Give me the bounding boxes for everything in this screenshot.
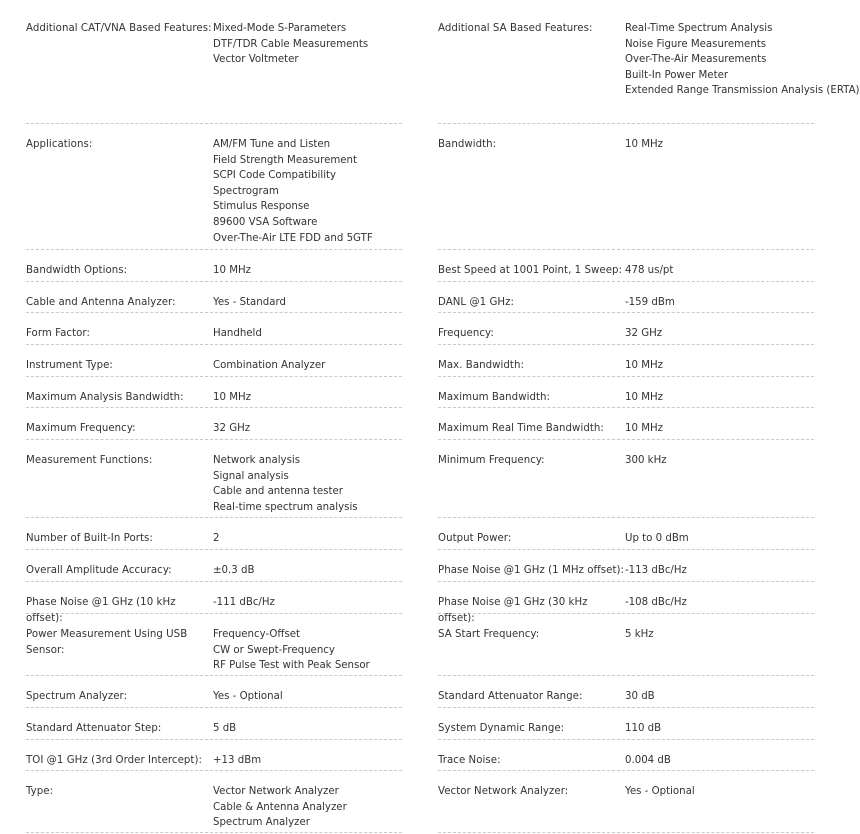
spec-value: Vector Voltmeter xyxy=(213,54,299,66)
spec-cell-right xyxy=(438,408,814,440)
spec-values xyxy=(213,390,402,403)
spec-label: Vector Network Analyzer: xyxy=(438,786,569,797)
spec-value: Extended Range Transmission Analysis (ERTA) xyxy=(625,85,860,97)
spec-values xyxy=(625,721,814,734)
spec-label: Overall Amplitude Accuracy: xyxy=(26,565,172,576)
spec-values xyxy=(213,689,402,702)
spec-value: 10 MHz xyxy=(213,265,251,276)
spec-cell-left xyxy=(26,614,402,676)
spec-label: Bandwidth: xyxy=(438,139,497,150)
spec-label: Measurement Functions: xyxy=(26,455,153,466)
spec-cell-right xyxy=(438,582,814,624)
spec-label: Maximum Real Time Bandwidth: xyxy=(438,423,604,434)
spec-value: Cable & Antenna Analyzer xyxy=(213,801,347,813)
spec-cell-right xyxy=(438,614,814,676)
spec-cell-left xyxy=(26,408,402,440)
spec-label: Maximum Bandwidth: xyxy=(438,392,551,403)
spec-values xyxy=(213,137,402,244)
spec-label: Phase Noise @1 GHz (30 kHz offset): xyxy=(438,597,588,624)
spec-values xyxy=(625,390,814,403)
spec-cell-right xyxy=(438,282,814,313)
spec-label: Additional SA Based Features: xyxy=(438,23,593,34)
spec-value: 10 MHz xyxy=(625,392,663,403)
spec-value: Yes - Optional xyxy=(213,691,283,702)
spec-value: Yes - Optional xyxy=(625,786,695,797)
spec-label: Number of Built-In Ports: xyxy=(26,533,153,544)
spec-cell-right xyxy=(438,313,814,345)
spec-label: Spectrum Analyzer: xyxy=(26,691,128,702)
spec-cell-left xyxy=(26,250,402,282)
spec-value: Signal analysis xyxy=(213,470,289,482)
spec-values xyxy=(213,295,402,308)
spec-value: Frequency-Offset xyxy=(213,629,301,640)
spec-values xyxy=(213,358,402,371)
spec-value: Real-time spectrum analysis xyxy=(213,501,358,513)
spec-label: SA Start Frequency: xyxy=(438,629,540,640)
spec-label: Maximum Analysis Bandwidth: xyxy=(26,392,184,403)
spec-cell-right xyxy=(438,676,814,708)
spec-cell-right xyxy=(438,708,814,740)
spec-values xyxy=(213,453,402,513)
spec-values xyxy=(213,627,402,672)
spec-label: Form Factor: xyxy=(26,328,90,339)
spec-value: -159 dBm xyxy=(625,297,675,308)
spec-label: Maximum Frequency: xyxy=(26,423,136,434)
spec-value: Yes - Standard xyxy=(213,297,286,308)
spec-label: Minimum Frequency: xyxy=(438,455,545,466)
spec-value: 300 kHz xyxy=(625,455,667,466)
spec-label: Output Power: xyxy=(438,533,512,544)
spec-value: Combination Analyzer xyxy=(213,360,326,371)
spec-values xyxy=(213,421,402,434)
spec-values xyxy=(213,263,402,276)
spec-values xyxy=(625,627,814,666)
spec-values xyxy=(625,421,814,434)
spec-cell-left xyxy=(26,582,402,624)
spec-value: -108 dBc/Hz xyxy=(625,597,687,608)
spec-label: Trace Noise: xyxy=(438,755,501,766)
spec-values xyxy=(625,137,814,240)
spec-value: Field Strength Measurement xyxy=(213,154,357,166)
spec-value: 10 MHz xyxy=(625,423,663,434)
spec-value: Cable and antenna tester xyxy=(213,486,343,498)
spec-values xyxy=(625,563,814,576)
spec-value: Spectrum Analyzer xyxy=(213,817,310,829)
spec-values xyxy=(213,721,402,734)
spec-label: Standard Attenuator Step: xyxy=(26,723,162,734)
spec-values xyxy=(213,326,402,339)
spec-value: AM/FM Tune and Listen xyxy=(213,139,331,150)
spec-value: Over-The-Air Measurements xyxy=(625,54,767,66)
spec-values xyxy=(625,295,814,308)
spec-label: Best Speed at 1001 Point, 1 Sweep: xyxy=(438,265,623,276)
spec-cell-right xyxy=(438,740,814,771)
spec-value: Stimulus Response xyxy=(213,201,310,213)
spec-value: Network analysis xyxy=(213,455,301,466)
spec-value: 2 xyxy=(213,533,220,544)
spec-value: Noise Figure Measurements xyxy=(625,38,767,50)
spec-values xyxy=(625,326,814,339)
spec-value: DTF/TDR Cable Measurements xyxy=(213,38,369,50)
spec-label: DANL @1 GHz: xyxy=(438,297,515,308)
spec-values xyxy=(213,784,402,829)
spec-label: Instrument Type: xyxy=(26,360,113,371)
spec-values xyxy=(625,358,814,371)
spec-values xyxy=(213,595,402,608)
spec-values xyxy=(213,531,402,544)
spec-value: CW or Swept-Frequency xyxy=(213,644,335,656)
spec-value: 0.004 dB xyxy=(625,755,671,766)
spec-value: 89600 VSA Software xyxy=(213,216,318,228)
spec-value: 30 dB xyxy=(625,691,655,702)
spec-cell-right xyxy=(438,124,814,250)
spec-cell-left xyxy=(26,124,402,250)
spec-cell-left xyxy=(26,771,402,833)
spec-value: 110 dB xyxy=(625,723,662,734)
spec-value: -111 dBc/Hz xyxy=(213,597,275,608)
spec-values xyxy=(625,21,860,114)
spec-cell-right xyxy=(438,377,814,408)
spec-cell-left xyxy=(26,518,402,550)
spec-values xyxy=(625,531,814,544)
spec-values xyxy=(625,263,814,276)
spec-label: Frequency: xyxy=(438,328,494,339)
spec-label: Phase Noise @1 GHz (1 MHz offset): xyxy=(438,565,625,576)
spec-value: 10 MHz xyxy=(625,139,663,150)
spec-value: 478 us/pt xyxy=(625,265,674,276)
spec-label: Additional CAT/VNA Based Features: xyxy=(26,23,212,34)
spec-cell-left xyxy=(26,313,402,345)
spec-label: Cable and Antenna Analyzer: xyxy=(26,297,176,308)
spec-value: Spectrogram xyxy=(213,185,279,197)
spec-value: Up to 0 dBm xyxy=(625,533,689,544)
spec-cell-left xyxy=(26,345,402,377)
spec-value: 32 GHz xyxy=(625,328,663,339)
spec-label: Phase Noise @1 GHz (10 kHz offset): xyxy=(26,597,176,624)
spec-values xyxy=(625,453,814,508)
spec-label: Power Measurement Using USB Sensor: xyxy=(26,629,188,656)
spec-value: 5 dB xyxy=(213,723,237,734)
spec-label: Applications: xyxy=(26,139,93,150)
spec-cell-left xyxy=(26,8,402,124)
spec-values xyxy=(625,595,814,608)
spec-value: ±0.3 dB xyxy=(213,565,255,576)
spec-cell-left xyxy=(26,676,402,708)
spec-label: Bandwidth Options: xyxy=(26,265,128,276)
spec-label: System Dynamic Range: xyxy=(438,723,565,734)
spec-label: Type: xyxy=(26,786,54,797)
spec-cell-right xyxy=(438,550,814,582)
spec-value: +13 dBm xyxy=(213,755,262,766)
spec-values xyxy=(213,21,402,114)
spec-cell-left xyxy=(26,440,402,518)
spec-value: 32 GHz xyxy=(213,423,251,434)
spec-value: Mixed-Mode S-Parameters xyxy=(213,23,347,34)
spec-value: Real-Time Spectrum Analysis xyxy=(625,23,773,34)
spec-cell-right xyxy=(438,518,814,550)
spec-value: Over-The-Air LTE FDD and 5GTF xyxy=(213,232,373,244)
spec-label: Standard Attenuator Range: xyxy=(438,691,583,702)
spec-value: -113 dBc/Hz xyxy=(625,565,687,576)
spec-cell-left xyxy=(26,740,402,771)
spec-values xyxy=(625,689,814,702)
spec-cell-left xyxy=(26,282,402,313)
spec-cell-left xyxy=(26,708,402,740)
spec-value: 10 MHz xyxy=(213,392,251,403)
spec-values xyxy=(625,753,814,766)
spec-value: RF Pulse Test with Peak Sensor xyxy=(213,660,370,672)
spec-value: 5 kHz xyxy=(625,629,654,640)
spec-cell-right xyxy=(438,771,814,833)
spec-cell-right xyxy=(438,8,860,124)
spec-value: SCPI Code Compatibility xyxy=(213,170,337,182)
spec-value: Vector Network Analyzer xyxy=(213,786,339,797)
spec-value: 10 MHz xyxy=(625,360,663,371)
spec-cell-left xyxy=(26,377,402,408)
spec-value: Handheld xyxy=(213,328,262,339)
spec-values xyxy=(213,563,402,576)
spec-values xyxy=(625,784,814,823)
spec-values xyxy=(213,753,402,766)
spec-cell-right xyxy=(438,345,814,377)
spec-cell-left xyxy=(26,550,402,582)
spec-cell-right xyxy=(438,250,814,282)
spec-label: TOI @1 GHz (3rd Order Intercept): xyxy=(26,755,202,766)
spec-cell-right xyxy=(438,440,814,518)
spec-value: Built-In Power Meter xyxy=(625,69,729,81)
spec-label: Max. Bandwidth: xyxy=(438,360,524,371)
